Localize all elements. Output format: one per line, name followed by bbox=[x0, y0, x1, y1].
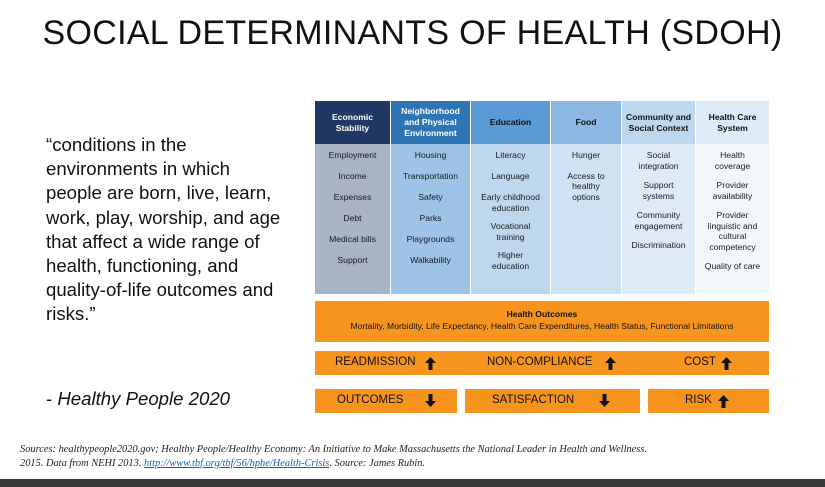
domain-community-social-context bbox=[622, 101, 695, 294]
domain-education bbox=[471, 101, 550, 294]
domain-header: Education bbox=[471, 101, 550, 144]
factor-item: Vocational training bbox=[490, 221, 531, 242]
domain-neighborhood-environment bbox=[391, 101, 470, 294]
arrow-up-icon bbox=[425, 357, 436, 370]
factor-item: Language bbox=[491, 171, 530, 181]
domain-header: Community and Social Context bbox=[622, 101, 695, 144]
factor-item: Community engagement bbox=[634, 210, 683, 231]
health-outcomes-band bbox=[315, 301, 769, 342]
factor-item: Debt bbox=[343, 213, 362, 223]
factor-item: Income bbox=[338, 171, 367, 181]
arrow-up-icon bbox=[605, 357, 616, 370]
slide-bottom-strip bbox=[0, 479, 825, 487]
satisfaction-label: SATISFACTION bbox=[492, 394, 575, 406]
factor-item: Support bbox=[337, 255, 368, 265]
factor-item: Playgrounds bbox=[406, 234, 455, 244]
health-outcomes-list: Mortality, Morbidity, Life Expectancy, Health Care Expenditures, Health Status, Functional Limitations bbox=[350, 321, 734, 331]
factor-item: Safety bbox=[418, 192, 443, 202]
factor-item: Provider linguistic and cultural competency bbox=[707, 210, 758, 252]
domain-factors bbox=[622, 144, 695, 294]
factor-item: Employment bbox=[328, 150, 377, 160]
outcomes-label: OUTCOMES bbox=[337, 394, 404, 406]
non-compliance-label: NON-COMPLIANCE bbox=[487, 356, 593, 368]
slide-title: SOCIAL DETERMINANTS OF HEALTH (SDOH) bbox=[42, 14, 783, 52]
domain-header: Food bbox=[551, 101, 621, 144]
arrow-up-icon bbox=[718, 395, 729, 408]
factor-item: Provider availability bbox=[712, 180, 753, 201]
factor-item: Expenses bbox=[333, 192, 372, 202]
arrow-down-icon bbox=[599, 394, 610, 407]
factor-item: Housing bbox=[414, 150, 447, 160]
factor-item: Parks bbox=[419, 213, 442, 223]
domain-header: Economic Stability bbox=[315, 101, 390, 144]
sources-line-2 bbox=[20, 457, 810, 471]
arrow-up-icon bbox=[721, 357, 732, 370]
risk-label: RISK bbox=[685, 394, 712, 406]
indicator-bar-row-1 bbox=[315, 351, 769, 375]
factor-item: Transportation bbox=[402, 171, 459, 181]
health-outcomes-title: Health Outcomes bbox=[506, 309, 578, 319]
domain-factors bbox=[471, 144, 550, 294]
sdoh-domains-diagram bbox=[315, 101, 769, 294]
factor-item: Discrimination bbox=[631, 240, 686, 250]
domain-economic-stability bbox=[315, 101, 390, 294]
factor-item: Health coverage bbox=[714, 150, 751, 171]
factor-item: Walkability bbox=[410, 255, 451, 265]
sources-line-1: Sources: healthypeople2020.gov; Healthy People/Healthy Economy: An Initiative to Make Massachusetts the National Leader in Health and Wellness. bbox=[20, 444, 647, 455]
health-crisis-link[interactable]: http://www.tbf.org/tbf/56/hphe/Health-Crisis bbox=[144, 457, 330, 469]
factor-item: Hunger bbox=[571, 150, 601, 160]
indicator-bar-risk bbox=[648, 389, 769, 413]
sources-line-2-prefix: 2015. Data from NEHI 2013. bbox=[20, 457, 145, 469]
domain-health-care-system bbox=[696, 101, 769, 294]
factor-item: Higher education bbox=[491, 250, 530, 271]
arrow-down-icon bbox=[425, 394, 436, 407]
factor-item: Medical bills bbox=[329, 234, 376, 244]
domain-header: Neighborhood and Physical Environment bbox=[391, 101, 470, 144]
cost-label: COST bbox=[684, 356, 716, 368]
readmission-label: READMISSION bbox=[335, 356, 416, 368]
domain-factors bbox=[551, 144, 621, 294]
indicator-bar-outcomes bbox=[315, 389, 457, 413]
domain-factors bbox=[696, 144, 769, 294]
factor-item: Access to healthy options bbox=[567, 170, 605, 202]
factor-item: Early childhood education bbox=[481, 192, 540, 213]
domain-food bbox=[551, 101, 621, 294]
factor-item: Literacy bbox=[495, 150, 526, 160]
factor-item: Support systems bbox=[642, 180, 675, 201]
sdoh-definition-quote: “conditions in the environments in which people are born, live, learn, work, play, worship, and age that affect a wide range of health, functioning, and quality-of-life outcomes and risks.” bbox=[46, 134, 281, 325]
quote-attribution bbox=[46, 388, 230, 410]
attribution-prefix: - bbox=[46, 388, 58, 409]
sources-line-2-suffix: . Source: James Rubin. bbox=[329, 457, 426, 469]
sources-footnote bbox=[20, 443, 810, 470]
indicator-bar-satisfaction bbox=[465, 389, 640, 413]
domain-header: Health Care System bbox=[696, 101, 769, 144]
domain-factors bbox=[391, 144, 470, 294]
factor-item: Social integration bbox=[638, 150, 679, 171]
attribution-source: Healthy People 2020 bbox=[57, 388, 230, 409]
factor-item: Quality of care bbox=[704, 261, 761, 271]
domain-factors bbox=[315, 144, 390, 294]
